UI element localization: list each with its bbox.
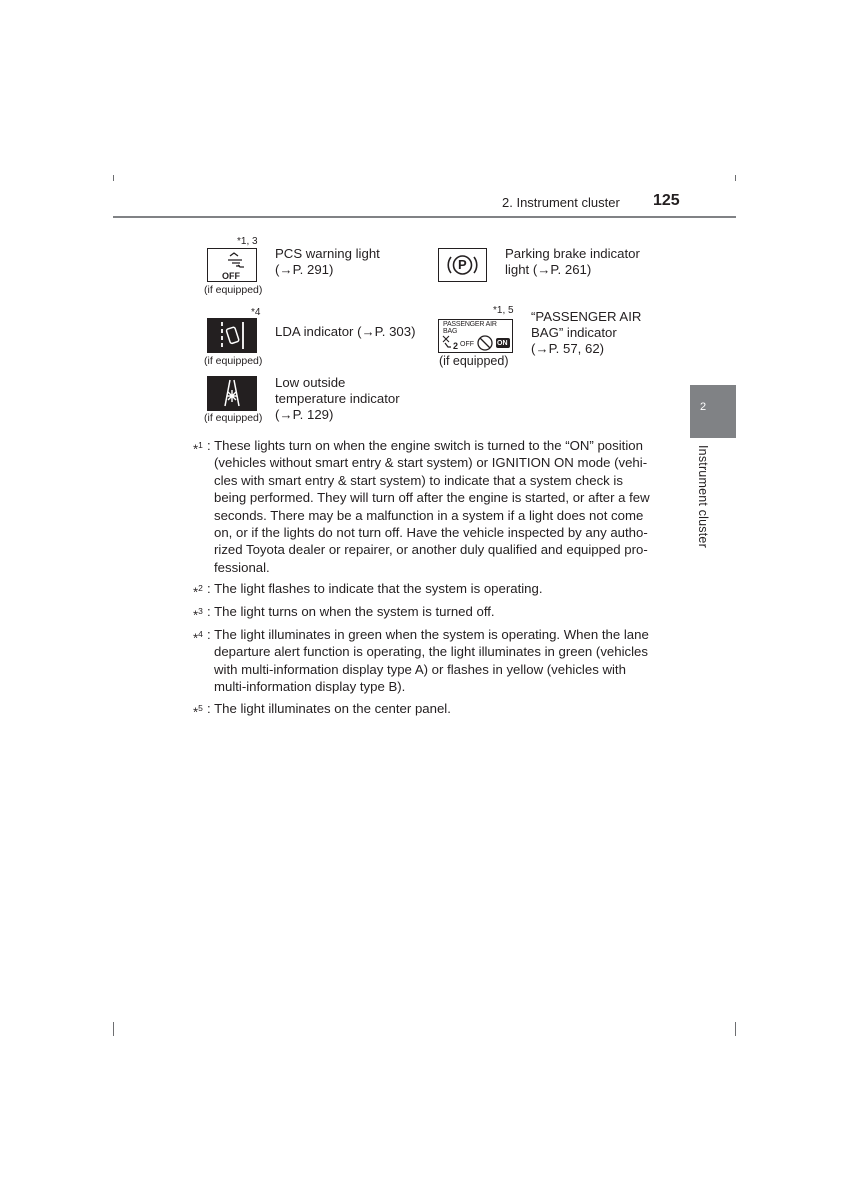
footnote-1 <box>193 437 659 576</box>
footnote-line: : The light turns on when the system is turned off. <box>207 604 495 619</box>
footnote-line: with multi-information display type A) or flashes in yellow (vehicles with <box>214 661 626 677</box>
indicator-caption: (if equipped) <box>204 412 263 424</box>
indicator-name: BAG” indicator <box>531 325 617 340</box>
lane-departure-icon <box>207 318 257 353</box>
pcs-off-icon <box>207 248 257 282</box>
indicator-link: (→P. 57, 62) <box>531 341 605 356</box>
chapter-number: 2 <box>700 401 707 413</box>
footnote-line: : The light illuminates in green when the system is operating. When the lane <box>207 627 649 642</box>
indicator-caption: (if equipped) <box>204 355 263 367</box>
indicator-link: light (→P. 261) <box>505 262 592 277</box>
footnote-line: departure alert function is operating, the light illuminates in green (vehicles <box>214 644 648 660</box>
airbag-seat-number: 2 <box>453 341 459 351</box>
airbag-off-label: OFF <box>460 341 474 348</box>
crop-mark <box>113 175 114 181</box>
indicator-link: (→P. 291) <box>275 262 334 277</box>
footnote-4 <box>193 626 659 696</box>
section-title: 2. Instrument cluster <box>502 195 620 210</box>
indicator-name: Low outside <box>275 375 346 390</box>
chapter-tab <box>690 385 736 438</box>
indicator-name: LDA indicator (→P. 303) <box>275 324 416 339</box>
indicator-link: (→P. 129) <box>275 407 334 422</box>
parking-brake-icon <box>438 248 487 282</box>
footnote-line: : The light flashes to indicate that the system is operating. <box>207 581 543 596</box>
page-number: 125 <box>653 192 680 209</box>
crop-mark <box>735 1022 736 1036</box>
indicator-caption: (if equipped) <box>439 354 509 368</box>
footnote-line: fessional. <box>214 559 270 575</box>
low-temperature-icon <box>207 376 257 411</box>
indicator-name: PCS warning light <box>275 246 380 261</box>
crop-mark <box>113 1022 114 1036</box>
crop-mark <box>735 175 736 181</box>
passenger-airbag-icon <box>438 319 513 353</box>
indicator-caption: (if equipped) <box>204 284 263 296</box>
footnote-line: : The light illuminates on the center panel. <box>207 701 451 716</box>
chapter-title: Instrument cluster <box>696 445 710 548</box>
parking-brake-letter: P <box>458 257 467 272</box>
indicator-ref: *4 <box>251 307 261 318</box>
footnote-line: cles with smart entry & start system) to indicate that a system check is <box>214 472 623 488</box>
indicator-name: temperature indicator <box>275 391 400 406</box>
snowflake-road-symbol <box>207 376 257 411</box>
footnote-marker: *$^4$ <box>193 629 203 646</box>
lane-car-symbol <box>207 318 257 353</box>
pcs-off-label: OFF <box>222 271 240 281</box>
footnote-marker: *$^5$ <box>193 703 203 720</box>
footnote-line: : These lights turn on when the engine switch is turned to the “ON” position <box>207 438 643 453</box>
footnote-line: seconds. There may be a malfunction in a system if a light does not come <box>214 507 644 523</box>
indicator-ref: *1, 5 <box>493 305 514 316</box>
airbag-icon-label: PASSENGER AIR BAG <box>443 321 497 335</box>
indicator-name: “PASSENGER AIR <box>531 309 642 324</box>
footnote-line: multi-information display type B). <box>214 679 406 695</box>
footnote-marker: *$^1$ <box>193 440 203 457</box>
footnote-line: rized Toyota dealer or repairer, or another duly qualified and equipped pro- <box>214 542 648 558</box>
footnote-line: being performed. They will turn off after the engine is started, or after a few <box>214 490 650 506</box>
airbag-on-label: ON <box>497 340 508 347</box>
header-rule <box>113 216 736 218</box>
indicator-ref: *1, 3 <box>237 236 258 247</box>
footnote-line: (vehicles without smart entry & start system) or IGNITION ON mode (vehi- <box>214 455 648 471</box>
footnote-line: on, or if the lights do not turn off. Have the vehicle inspected by any autho- <box>214 525 648 540</box>
indicator-name: Parking brake indicator <box>505 246 640 261</box>
footnote-marker: *$^3$ <box>193 606 203 623</box>
footnote-marker: *$^2$ <box>193 583 203 600</box>
